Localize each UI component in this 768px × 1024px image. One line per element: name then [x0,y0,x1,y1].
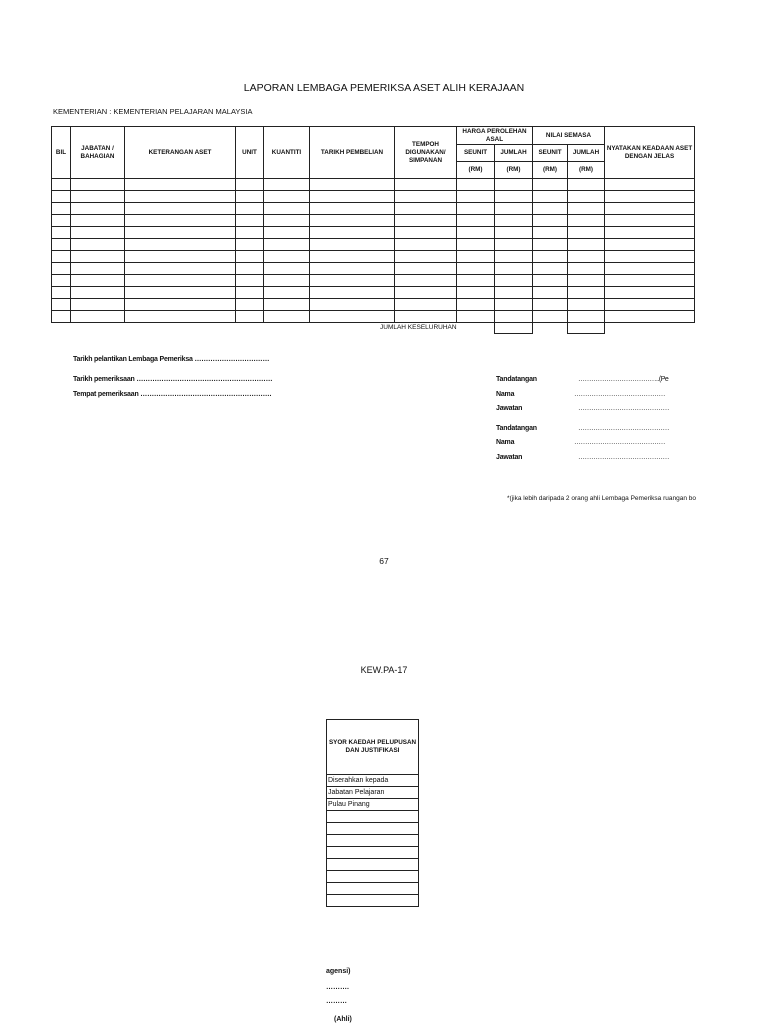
table-cell [395,203,457,215]
table-row [52,215,695,227]
table-cell [52,287,71,299]
syor-empty-row [327,811,419,823]
table-cell [605,311,695,323]
table-cell [605,191,695,203]
table-cell [395,179,457,191]
table-cell [236,263,264,275]
table-cell [236,215,264,227]
table-cell [52,251,71,263]
table-cell [533,287,568,299]
header-seunit: SEUNIT [533,145,568,162]
table-cell [71,215,125,227]
table-cell [457,179,495,191]
table-cell [568,287,605,299]
table-cell [568,215,605,227]
table-cell [71,251,125,263]
table-cell [605,299,695,311]
table-cell [125,263,236,275]
table-cell [236,203,264,215]
position-label: Jawatan [496,405,523,412]
table-cell [310,227,395,239]
page-title: LAPORAN LEMBAGA PEMERIKSA ASET ALIH KERAJAAN [243,82,525,94]
table-cell [533,263,568,275]
syor-empty-row [327,835,419,847]
name-dots: …………………………………… [574,391,665,398]
table-row [52,311,695,323]
table-cell [52,239,71,251]
table-cell [125,251,236,263]
table-cell [264,275,310,287]
table-cell [52,179,71,191]
header-bil: BIL [52,127,71,179]
header-rm: (RM) [457,162,495,179]
table-cell [52,215,71,227]
header-harga: HARGA PEROLEHAN ASAL [457,127,533,145]
table-cell [395,227,457,239]
table-cell [457,299,495,311]
total-label: JUMLAH KESELURUHAN [380,324,457,331]
table-cell [605,203,695,215]
table-cell [568,263,605,275]
table-cell [236,191,264,203]
table-cell [71,263,125,275]
table-cell [395,287,457,299]
table-cell [568,227,605,239]
table-cell [495,239,533,251]
table-cell [264,251,310,263]
signature-label: Tandatangan [496,425,537,432]
table-cell [395,275,457,287]
syor-empty-row [327,847,419,859]
table-cell [125,191,236,203]
table-cell [236,275,264,287]
table-cell [310,251,395,263]
signature-dots: …………………………………… [578,425,669,432]
table-cell [533,191,568,203]
table-cell [495,215,533,227]
table-cell [457,287,495,299]
table-cell [605,263,695,275]
table-cell [533,227,568,239]
table-cell [457,251,495,263]
table-cell [310,191,395,203]
table-cell [264,263,310,275]
table-cell [71,203,125,215]
syor-line: Pulau Pinang [327,799,419,811]
signature-dots: ………………………………..(Pe [578,376,669,383]
table-cell [395,251,457,263]
header-keterangan: KETERANGAN ASET [125,127,236,179]
name-dots: …………………………………… [574,439,665,446]
total-nilai-box [567,322,605,334]
table-cell [71,299,125,311]
table-cell [236,287,264,299]
header-kuantiti: KUANTITI [264,127,310,179]
total-harga-box [494,322,533,334]
table-cell [125,311,236,323]
table-cell [533,311,568,323]
table-row [52,299,695,311]
table-cell [52,191,71,203]
table-cell [52,299,71,311]
table-cell [264,311,310,323]
table-cell [495,275,533,287]
table-cell [52,263,71,275]
table-cell [125,239,236,251]
table-cell [533,275,568,287]
table-cell [310,179,395,191]
table-cell [264,299,310,311]
table-cell [495,299,533,311]
name-label: Nama [496,439,515,446]
syor-empty-row [327,895,419,907]
table-cell [71,311,125,323]
ministry-label: KEMENTERIAN : KEMENTERIAN PELAJARAN MALAYSIA [53,107,253,116]
table-cell [395,299,457,311]
position-dots: …………………………………… [578,405,669,412]
table-cell [236,227,264,239]
syor-empty-row [327,883,419,895]
table-cell [605,251,695,263]
table-cell [236,179,264,191]
header-seunit: SEUNIT [457,145,495,162]
table-row [52,275,695,287]
table-cell [495,203,533,215]
table-cell [457,239,495,251]
footnote: *(jika lebih daripada 2 orang ahli Lembaga Pemeriksa ruangan bo [507,495,696,502]
table-row [52,263,695,275]
table-cell [264,239,310,251]
table-cell [568,251,605,263]
table-cell [310,275,395,287]
table-cell [71,239,125,251]
table-cell [568,275,605,287]
table-cell [605,215,695,227]
page-number: 67 [379,556,389,566]
table-cell [125,227,236,239]
table-cell [605,275,695,287]
table-cell [395,191,457,203]
name-label: Nama [496,391,515,398]
header-jabatan: JABATAN / BAHAGIAN [71,127,125,179]
table-cell [533,203,568,215]
asset-table [51,126,695,323]
fragment-text: (Ahli) [334,1016,352,1023]
table-cell [533,215,568,227]
table-cell [264,179,310,191]
table-cell [533,239,568,251]
inspection-place-label: Tempat pemeriksaan …………………………………………………. [73,391,272,398]
table-cell [533,251,568,263]
table-cell [264,227,310,239]
header-tempoh: TEMPOH DIGUNAKAN/ SIMPANAN [395,127,457,179]
table-cell [310,215,395,227]
table-row [52,179,695,191]
table-row [52,239,695,251]
table-cell [568,299,605,311]
table-cell [457,191,495,203]
table-cell [533,179,568,191]
table-cell [457,203,495,215]
table-cell [52,203,71,215]
table-cell [125,215,236,227]
table-cell [568,191,605,203]
table-row [52,287,695,299]
table-cell [495,311,533,323]
header-rm: (RM) [495,162,533,179]
table-cell [236,299,264,311]
header-rm: (RM) [533,162,568,179]
table-cell [495,251,533,263]
table-cell [310,239,395,251]
header-tarikh: TARIKH PEMBELIAN [310,127,395,179]
table-cell [52,275,71,287]
table-cell [395,263,457,275]
table-cell [395,311,457,323]
table-cell [568,311,605,323]
table-cell [457,215,495,227]
position-label: Jawatan [496,454,523,461]
table-cell [125,287,236,299]
syor-header: SYOR KAEDAH PELUPUSAN DAN JUSTIFIKASI [327,720,419,775]
table-cell [310,287,395,299]
table-row [52,203,695,215]
table-cell [125,275,236,287]
syor-empty-row [327,871,419,883]
table-row [52,251,695,263]
table-cell [264,215,310,227]
table-cell [495,263,533,275]
table-cell [495,227,533,239]
table-cell [71,287,125,299]
header-jumlah: JUMLAH [568,145,605,162]
table-cell [71,191,125,203]
signature-label: Tandatangan [496,376,537,383]
table-cell [457,263,495,275]
table-cell [495,179,533,191]
fragment-text: ……… [326,998,347,1005]
table-cell [125,179,236,191]
table-cell [310,299,395,311]
table-cell [457,227,495,239]
table-cell [71,179,125,191]
table-cell [310,203,395,215]
table-cell [605,239,695,251]
table-cell [395,215,457,227]
appointment-date-label: Tarikh pelantikan Lembaga Pemeriksa …………………………… [73,356,270,363]
syor-line: Jabatan Pelajaran [327,787,419,799]
table-cell [52,227,71,239]
table-cell [264,191,310,203]
table-cell [52,311,71,323]
table-cell [264,287,310,299]
table-cell [605,287,695,299]
header-nilai: NILAI SEMASA [533,127,605,145]
table-cell [71,275,125,287]
table-row [52,227,695,239]
fragment-text: agensi) [326,968,351,975]
fragment-text: ………. [326,984,349,991]
table-cell [264,203,310,215]
table-cell [568,203,605,215]
position-dots: …………………………………… [578,454,669,461]
syor-empty-row [327,823,419,835]
form-code: KEW.PA-17 [360,665,408,675]
header-rm: (RM) [568,162,605,179]
table-cell [236,311,264,323]
table-cell [236,239,264,251]
header-nyatakan: NYATAKAN KEADAAN ASET DENGAN JELAS [605,127,695,179]
table-cell [568,179,605,191]
table-cell [457,311,495,323]
table-cell [495,287,533,299]
syor-table [326,719,419,907]
table-cell [125,203,236,215]
table-cell [395,239,457,251]
header-jumlah: JUMLAH [495,145,533,162]
table-row [52,191,695,203]
header-unit: UNIT [236,127,264,179]
table-cell [495,191,533,203]
table-cell [71,227,125,239]
table-cell [568,239,605,251]
table-cell [605,179,695,191]
table-cell [310,263,395,275]
syor-empty-row [327,859,419,871]
table-cell [605,227,695,239]
table-cell [125,299,236,311]
syor-line: Diserahkan kepada [327,775,419,787]
inspection-date-label: Tarikh pemeriksaan …………………………………………………… [73,376,273,383]
table-cell [533,299,568,311]
table-cell [310,311,395,323]
table-cell [457,275,495,287]
table-cell [236,251,264,263]
